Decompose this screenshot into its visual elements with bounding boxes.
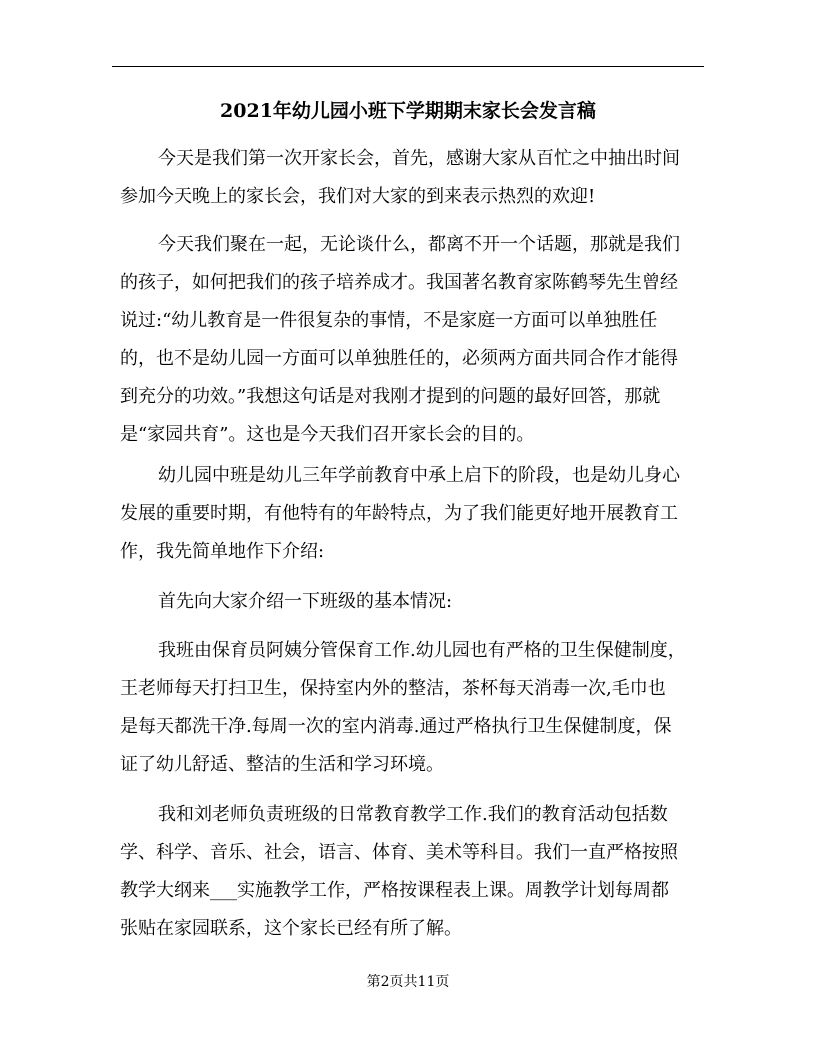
paragraph-line: 我班由保育员阿姨分管保育工作.幼儿园也有严格的卫生保健制度， bbox=[158, 640, 686, 661]
paragraph-line: 说过:“幼儿教育是一件很复杂的事情，不是家庭一方面可以单独胜任 bbox=[120, 310, 658, 331]
document-title: 2021年幼儿园小班下学期期末家长会发言稿 bbox=[220, 100, 596, 122]
paragraph-line: 今天我们聚在一起，无论谈什么，都离不开一个话题，那就是我们 bbox=[158, 234, 680, 255]
paragraph-line: 证了幼儿舒适、整洁的生活和学习环境。 bbox=[120, 754, 444, 775]
paragraph-line: 学、科学、音乐、社会，语言、体育、美术等科目。我们一直严格按照 bbox=[120, 842, 678, 863]
paragraph-5 bbox=[120, 632, 708, 784]
page-number-footer: 第2页共11页 bbox=[366, 974, 450, 990]
paragraph-2 bbox=[120, 226, 708, 454]
paragraph-1 bbox=[120, 140, 708, 216]
paragraph-3 bbox=[120, 457, 708, 571]
paragraph-line: 作，我先简单地作下介绍: bbox=[120, 541, 325, 562]
paragraph-line: 是“家园共育”。这也是今天我们召开家长会的目的。 bbox=[120, 424, 535, 445]
paragraph-line: 到充分的功效。”我想这句话是对我刚才提到的问题的最好回答，那就 bbox=[120, 386, 661, 407]
paragraph-line: 今天是我们第一次开家长会，首先，感谢大家从百忙之中抽出时间 bbox=[158, 148, 680, 169]
paragraph-line: 的孩子，如何把我们的孩子培养成才。我国著名教育家陈鹤琴先生曾经 bbox=[120, 272, 678, 293]
paragraph-line: 我和刘老师负责班级的日常教育教学工作.我们的教育活动包括数 bbox=[158, 804, 668, 825]
paragraph-line: 王老师每天打扫卫生，保持室内外的整洁，茶杯每天消毒一次,毛巾也 bbox=[120, 678, 666, 699]
paragraph-line: 首先向大家介绍一下班级的基本情况: bbox=[158, 591, 453, 612]
paragraph-line: 张贴在家园联系，这个家长已经有所了解。 bbox=[120, 918, 462, 939]
paragraph-line: 发展的重要时期，有他特有的年龄特点，为了我们能更好地开展教育工 bbox=[120, 503, 678, 524]
paragraph-line: 参加今天晚上的家长会，我们对大家的到来表示热烈的欢迎! bbox=[120, 186, 596, 207]
paragraph-4 bbox=[120, 583, 708, 621]
header-rule bbox=[112, 66, 704, 67]
paragraph-line: 教学大纲来___实施教学工作，严格按课程表上课。周教学计划每周都 bbox=[120, 880, 669, 901]
paragraph-line: 的，也不是幼儿园一方面可以单独胜任的，必须两方面共同合作才能得 bbox=[120, 348, 678, 369]
paragraph-6 bbox=[120, 796, 708, 948]
paragraph-line: 是每天都洗干净.每周一次的室内消毒.通过严格执行卫生保健制度，保 bbox=[120, 716, 672, 737]
paragraph-line: 幼儿园中班是幼儿三年学前教育中承上启下的阶段，也是幼儿身心 bbox=[158, 465, 680, 486]
